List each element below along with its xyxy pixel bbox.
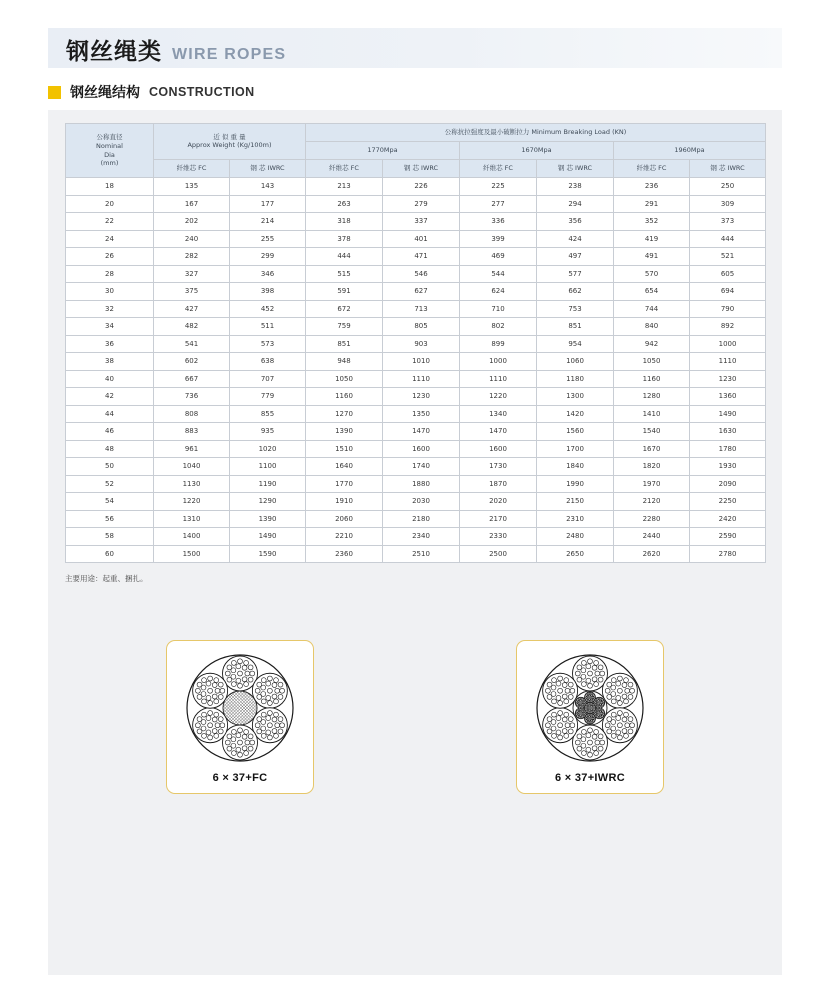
table-cell: 143 — [230, 178, 306, 196]
header-nominal-l1: 公称直径 — [96, 132, 123, 141]
table-cell: 577 — [537, 265, 614, 283]
table-cell: 1160 — [614, 370, 690, 388]
table-cell: 1590 — [230, 545, 306, 563]
table-cell: 1350 — [383, 405, 460, 423]
table-cell: 2360 — [306, 545, 383, 563]
table-row — [66, 440, 766, 458]
table-cell: 805 — [383, 318, 460, 336]
table-row — [66, 423, 766, 441]
cell-nominal-dia: 24 — [66, 230, 154, 248]
table-row — [66, 248, 766, 266]
diagram-label-fc: 6 × 37+FC — [212, 772, 268, 784]
table-cell: 1910 — [306, 493, 383, 511]
diagram-label-iwrc: 6 × 37+IWRC — [555, 772, 625, 784]
table-cell: 2650 — [537, 545, 614, 563]
table-cell: 883 — [154, 423, 230, 441]
table-row — [66, 213, 766, 231]
table-cell: 1540 — [614, 423, 690, 441]
table-cell: 802 — [460, 318, 537, 336]
table-cell: 1220 — [154, 493, 230, 511]
table-cell: 1640 — [306, 458, 383, 476]
page-title-cn: 钢丝绳类 — [66, 39, 162, 65]
wire-rope-cross-section-fc-icon — [185, 653, 295, 763]
header-weight-l1: 近 似 重 量 — [213, 132, 246, 141]
table-cell: 2060 — [306, 510, 383, 528]
table-cell: 2170 — [460, 510, 537, 528]
table-row — [66, 370, 766, 388]
table-cell: 707 — [230, 370, 306, 388]
table-cell: 2280 — [614, 510, 690, 528]
table-cell: 1600 — [460, 440, 537, 458]
diagram-card-iwrc — [516, 640, 664, 794]
table-cell: 1390 — [230, 510, 306, 528]
table-note: 主要用途：起重、捆扎。 — [65, 574, 148, 583]
table-cell: 1820 — [614, 458, 690, 476]
table-cell: 1110 — [383, 370, 460, 388]
spec-table-container — [65, 123, 765, 563]
cell-nominal-dia: 48 — [66, 440, 154, 458]
table-cell: 1840 — [537, 458, 614, 476]
spec-table — [65, 123, 766, 563]
table-cell: 2120 — [614, 493, 690, 511]
table-cell: 1050 — [306, 370, 383, 388]
table-row — [66, 458, 766, 476]
wire-rope-cross-section-iwrc-icon — [535, 653, 645, 763]
table-cell: 903 — [383, 335, 460, 353]
header-1960-iwrc: 钢 芯 IWRC — [690, 159, 766, 177]
table-cell: 1420 — [537, 405, 614, 423]
table-cell: 942 — [614, 335, 690, 353]
table-row — [66, 528, 766, 546]
table-cell: 710 — [460, 300, 537, 318]
table-cell: 638 — [230, 353, 306, 371]
table-cell: 1020 — [230, 440, 306, 458]
table-cell: 356 — [537, 213, 614, 231]
table-cell: 1000 — [460, 353, 537, 371]
table-row — [66, 195, 766, 213]
cell-nominal-dia: 36 — [66, 335, 154, 353]
table-cell: 1360 — [690, 388, 766, 406]
table-cell: 2150 — [537, 493, 614, 511]
table-cell: 424 — [537, 230, 614, 248]
table-cell: 2310 — [537, 510, 614, 528]
table-cell: 851 — [306, 335, 383, 353]
header-mpa-1770: 1770Mpa — [306, 142, 460, 159]
table-row — [66, 318, 766, 336]
table-cell: 1740 — [383, 458, 460, 476]
table-cell: 1290 — [230, 493, 306, 511]
table-row — [66, 300, 766, 318]
table-row — [66, 265, 766, 283]
table-cell: 935 — [230, 423, 306, 441]
table-cell: 346 — [230, 265, 306, 283]
table-cell: 352 — [614, 213, 690, 231]
table-cell: 309 — [690, 195, 766, 213]
cell-nominal-dia: 22 — [66, 213, 154, 231]
table-cell: 444 — [690, 230, 766, 248]
table-cell: 419 — [614, 230, 690, 248]
table-cell: 226 — [383, 178, 460, 196]
table-cell: 2440 — [614, 528, 690, 546]
header-weight-l2: Approx Weight (Kg/100m) — [187, 141, 272, 150]
table-cell: 1970 — [614, 475, 690, 493]
table-cell: 2510 — [383, 545, 460, 563]
cell-nominal-dia: 34 — [66, 318, 154, 336]
header-1770-iwrc: 钢 芯 IWRC — [383, 159, 460, 177]
table-cell: 511 — [230, 318, 306, 336]
table-cell: 1700 — [537, 440, 614, 458]
cell-nominal-dia: 42 — [66, 388, 154, 406]
section-heading-en: CONSTRUCTION — [149, 85, 255, 99]
table-cell: 202 — [154, 213, 230, 231]
table-cell: 2780 — [690, 545, 766, 563]
table-cell: 469 — [460, 248, 537, 266]
table-row — [66, 493, 766, 511]
table-cell: 573 — [230, 335, 306, 353]
table-cell: 327 — [154, 265, 230, 283]
table-cell: 1470 — [460, 423, 537, 441]
table-cell: 491 — [614, 248, 690, 266]
table-cell: 2180 — [383, 510, 460, 528]
table-cell: 2500 — [460, 545, 537, 563]
cell-nominal-dia: 28 — [66, 265, 154, 283]
cell-nominal-dia: 40 — [66, 370, 154, 388]
table-cell: 1160 — [306, 388, 383, 406]
table-cell: 790 — [690, 300, 766, 318]
table-row — [66, 510, 766, 528]
table-cell: 851 — [537, 318, 614, 336]
cell-nominal-dia: 32 — [66, 300, 154, 318]
section-heading-cn: 钢丝绳结构 — [70, 85, 140, 101]
table-cell: 1780 — [690, 440, 766, 458]
table-cell: 840 — [614, 318, 690, 336]
table-cell: 961 — [154, 440, 230, 458]
table-cell: 624 — [460, 283, 537, 301]
table-cell: 541 — [154, 335, 230, 353]
table-cell: 1220 — [460, 388, 537, 406]
page-title — [66, 33, 286, 66]
table-cell: 899 — [460, 335, 537, 353]
cell-nominal-dia: 44 — [66, 405, 154, 423]
table-cell: 1130 — [154, 475, 230, 493]
table-cell: 1390 — [306, 423, 383, 441]
table-cell: 602 — [154, 353, 230, 371]
cell-nominal-dia: 56 — [66, 510, 154, 528]
table-cell: 1510 — [306, 440, 383, 458]
table-cell: 294 — [537, 195, 614, 213]
table-cell: 471 — [383, 248, 460, 266]
table-cell: 662 — [537, 283, 614, 301]
table-cell: 2030 — [383, 493, 460, 511]
table-cell: 1630 — [690, 423, 766, 441]
table-cell: 177 — [230, 195, 306, 213]
table-cell: 1010 — [383, 353, 460, 371]
table-cell: 591 — [306, 283, 383, 301]
table-cell: 213 — [306, 178, 383, 196]
table-cell: 1100 — [230, 458, 306, 476]
cell-nominal-dia: 46 — [66, 423, 154, 441]
table-cell: 892 — [690, 318, 766, 336]
table-cell: 1730 — [460, 458, 537, 476]
table-cell: 1490 — [230, 528, 306, 546]
table-cell: 238 — [537, 178, 614, 196]
table-cell: 1230 — [383, 388, 460, 406]
table-cell: 855 — [230, 405, 306, 423]
table-cell: 240 — [154, 230, 230, 248]
cell-nominal-dia: 20 — [66, 195, 154, 213]
table-cell: 1340 — [460, 405, 537, 423]
header-1960-fc: 纤维芯 FC — [614, 159, 690, 177]
table-cell: 627 — [383, 283, 460, 301]
header-nominal-l4: (mm) — [100, 159, 119, 168]
table-cell: 2020 — [460, 493, 537, 511]
table-cell: 954 — [537, 335, 614, 353]
header-mpa-1960: 1960Mpa — [614, 142, 766, 159]
square-marker-icon — [48, 86, 61, 99]
table-cell: 667 — [154, 370, 230, 388]
table-cell: 250 — [690, 178, 766, 196]
table-cell: 135 — [154, 178, 230, 196]
header-nominal-dia — [66, 124, 154, 178]
table-cell: 1050 — [614, 353, 690, 371]
table-cell: 1500 — [154, 545, 230, 563]
table-cell: 808 — [154, 405, 230, 423]
table-cell: 2590 — [690, 528, 766, 546]
table-cell: 225 — [460, 178, 537, 196]
table-cell: 605 — [690, 265, 766, 283]
table-row — [66, 388, 766, 406]
table-row — [66, 405, 766, 423]
header-nominal-l3: Dia — [104, 150, 115, 159]
section-heading — [48, 82, 255, 102]
table-cell: 570 — [614, 265, 690, 283]
table-cell: 497 — [537, 248, 614, 266]
table-cell: 1000 — [690, 335, 766, 353]
cell-nominal-dia: 38 — [66, 353, 154, 371]
table-cell: 167 — [154, 195, 230, 213]
table-row — [66, 230, 766, 248]
table-cell: 1110 — [460, 370, 537, 388]
table-cell: 2250 — [690, 493, 766, 511]
table-cell: 263 — [306, 195, 383, 213]
table-row — [66, 475, 766, 493]
table-cell: 1670 — [614, 440, 690, 458]
table-cell: 318 — [306, 213, 383, 231]
diagram-row — [65, 640, 765, 794]
table-cell: 521 — [690, 248, 766, 266]
cell-nominal-dia: 26 — [66, 248, 154, 266]
header-weight-fc: 纤维芯 FC — [154, 159, 230, 177]
header-weight-iwrc: 钢 芯 IWRC — [230, 159, 306, 177]
table-cell: 1600 — [383, 440, 460, 458]
header-1670-fc: 纤维芯 FC — [460, 159, 537, 177]
cell-nominal-dia: 54 — [66, 493, 154, 511]
table-cell: 373 — [690, 213, 766, 231]
table-cell: 1040 — [154, 458, 230, 476]
cell-nominal-dia: 18 — [66, 178, 154, 196]
table-cell: 713 — [383, 300, 460, 318]
table-cell: 401 — [383, 230, 460, 248]
table-cell: 427 — [154, 300, 230, 318]
table-cell: 515 — [306, 265, 383, 283]
table-cell: 399 — [460, 230, 537, 248]
table-cell: 2330 — [460, 528, 537, 546]
table-cell: 277 — [460, 195, 537, 213]
header-min-breaking-load: 公称抗拉强度及最小破断拉力 Minimum Breaking Load (KN) — [306, 124, 766, 142]
table-cell: 236 — [614, 178, 690, 196]
table-cell: 1410 — [614, 405, 690, 423]
table-cell: 1880 — [383, 475, 460, 493]
table-cell: 2420 — [690, 510, 766, 528]
cell-nominal-dia: 60 — [66, 545, 154, 563]
header-1670-iwrc: 钢 芯 IWRC — [537, 159, 614, 177]
table-cell: 1060 — [537, 353, 614, 371]
table-cell: 1770 — [306, 475, 383, 493]
table-header-row-3 — [66, 159, 766, 177]
table-cell: 1300 — [537, 388, 614, 406]
table-row — [66, 545, 766, 563]
page-title-en: WIRE ROPES — [172, 46, 287, 63]
header-approx-weight — [154, 124, 306, 160]
table-header-row-1 — [66, 124, 766, 142]
table-cell: 759 — [306, 318, 383, 336]
table-cell: 291 — [614, 195, 690, 213]
table-cell: 672 — [306, 300, 383, 318]
table-cell: 779 — [230, 388, 306, 406]
table-cell: 255 — [230, 230, 306, 248]
table-cell: 1190 — [230, 475, 306, 493]
table-cell: 299 — [230, 248, 306, 266]
table-cell: 375 — [154, 283, 230, 301]
table-cell: 948 — [306, 353, 383, 371]
table-cell: 1990 — [537, 475, 614, 493]
table-header — [66, 124, 766, 178]
table-cell: 544 — [460, 265, 537, 283]
header-mpa-1670: 1670Mpa — [460, 142, 614, 159]
table-cell: 2210 — [306, 528, 383, 546]
table-cell: 444 — [306, 248, 383, 266]
cell-nominal-dia: 50 — [66, 458, 154, 476]
table-cell: 337 — [383, 213, 460, 231]
table-cell: 1930 — [690, 458, 766, 476]
table-cell: 1270 — [306, 405, 383, 423]
table-cell: 1400 — [154, 528, 230, 546]
table-cell: 2620 — [614, 545, 690, 563]
table-cell: 744 — [614, 300, 690, 318]
table-cell: 1230 — [690, 370, 766, 388]
table-row — [66, 283, 766, 301]
table-cell: 482 — [154, 318, 230, 336]
cell-nominal-dia: 52 — [66, 475, 154, 493]
table-cell: 214 — [230, 213, 306, 231]
table-cell: 2340 — [383, 528, 460, 546]
table-cell: 398 — [230, 283, 306, 301]
table-cell: 1870 — [460, 475, 537, 493]
cell-nominal-dia: 58 — [66, 528, 154, 546]
table-cell: 2090 — [690, 475, 766, 493]
table-row — [66, 353, 766, 371]
header-1770-fc: 纤维芯 FC — [306, 159, 383, 177]
table-cell: 2480 — [537, 528, 614, 546]
table-cell: 336 — [460, 213, 537, 231]
table-cell: 1180 — [537, 370, 614, 388]
table-cell: 1110 — [690, 353, 766, 371]
table-cell: 546 — [383, 265, 460, 283]
header-nominal-l2: Nominal — [96, 141, 123, 150]
table-cell: 736 — [154, 388, 230, 406]
cell-nominal-dia: 30 — [66, 283, 154, 301]
table-cell: 1490 — [690, 405, 766, 423]
table-row — [66, 335, 766, 353]
table-cell: 1280 — [614, 388, 690, 406]
diagram-card-fc — [166, 640, 314, 794]
table-cell: 282 — [154, 248, 230, 266]
table-cell: 452 — [230, 300, 306, 318]
table-body — [66, 178, 766, 563]
table-cell: 378 — [306, 230, 383, 248]
table-cell: 1310 — [154, 510, 230, 528]
table-cell: 1560 — [537, 423, 614, 441]
table-cell: 654 — [614, 283, 690, 301]
table-cell: 694 — [690, 283, 766, 301]
table-row — [66, 178, 766, 196]
table-cell: 1470 — [383, 423, 460, 441]
table-cell: 753 — [537, 300, 614, 318]
table-cell: 279 — [383, 195, 460, 213]
